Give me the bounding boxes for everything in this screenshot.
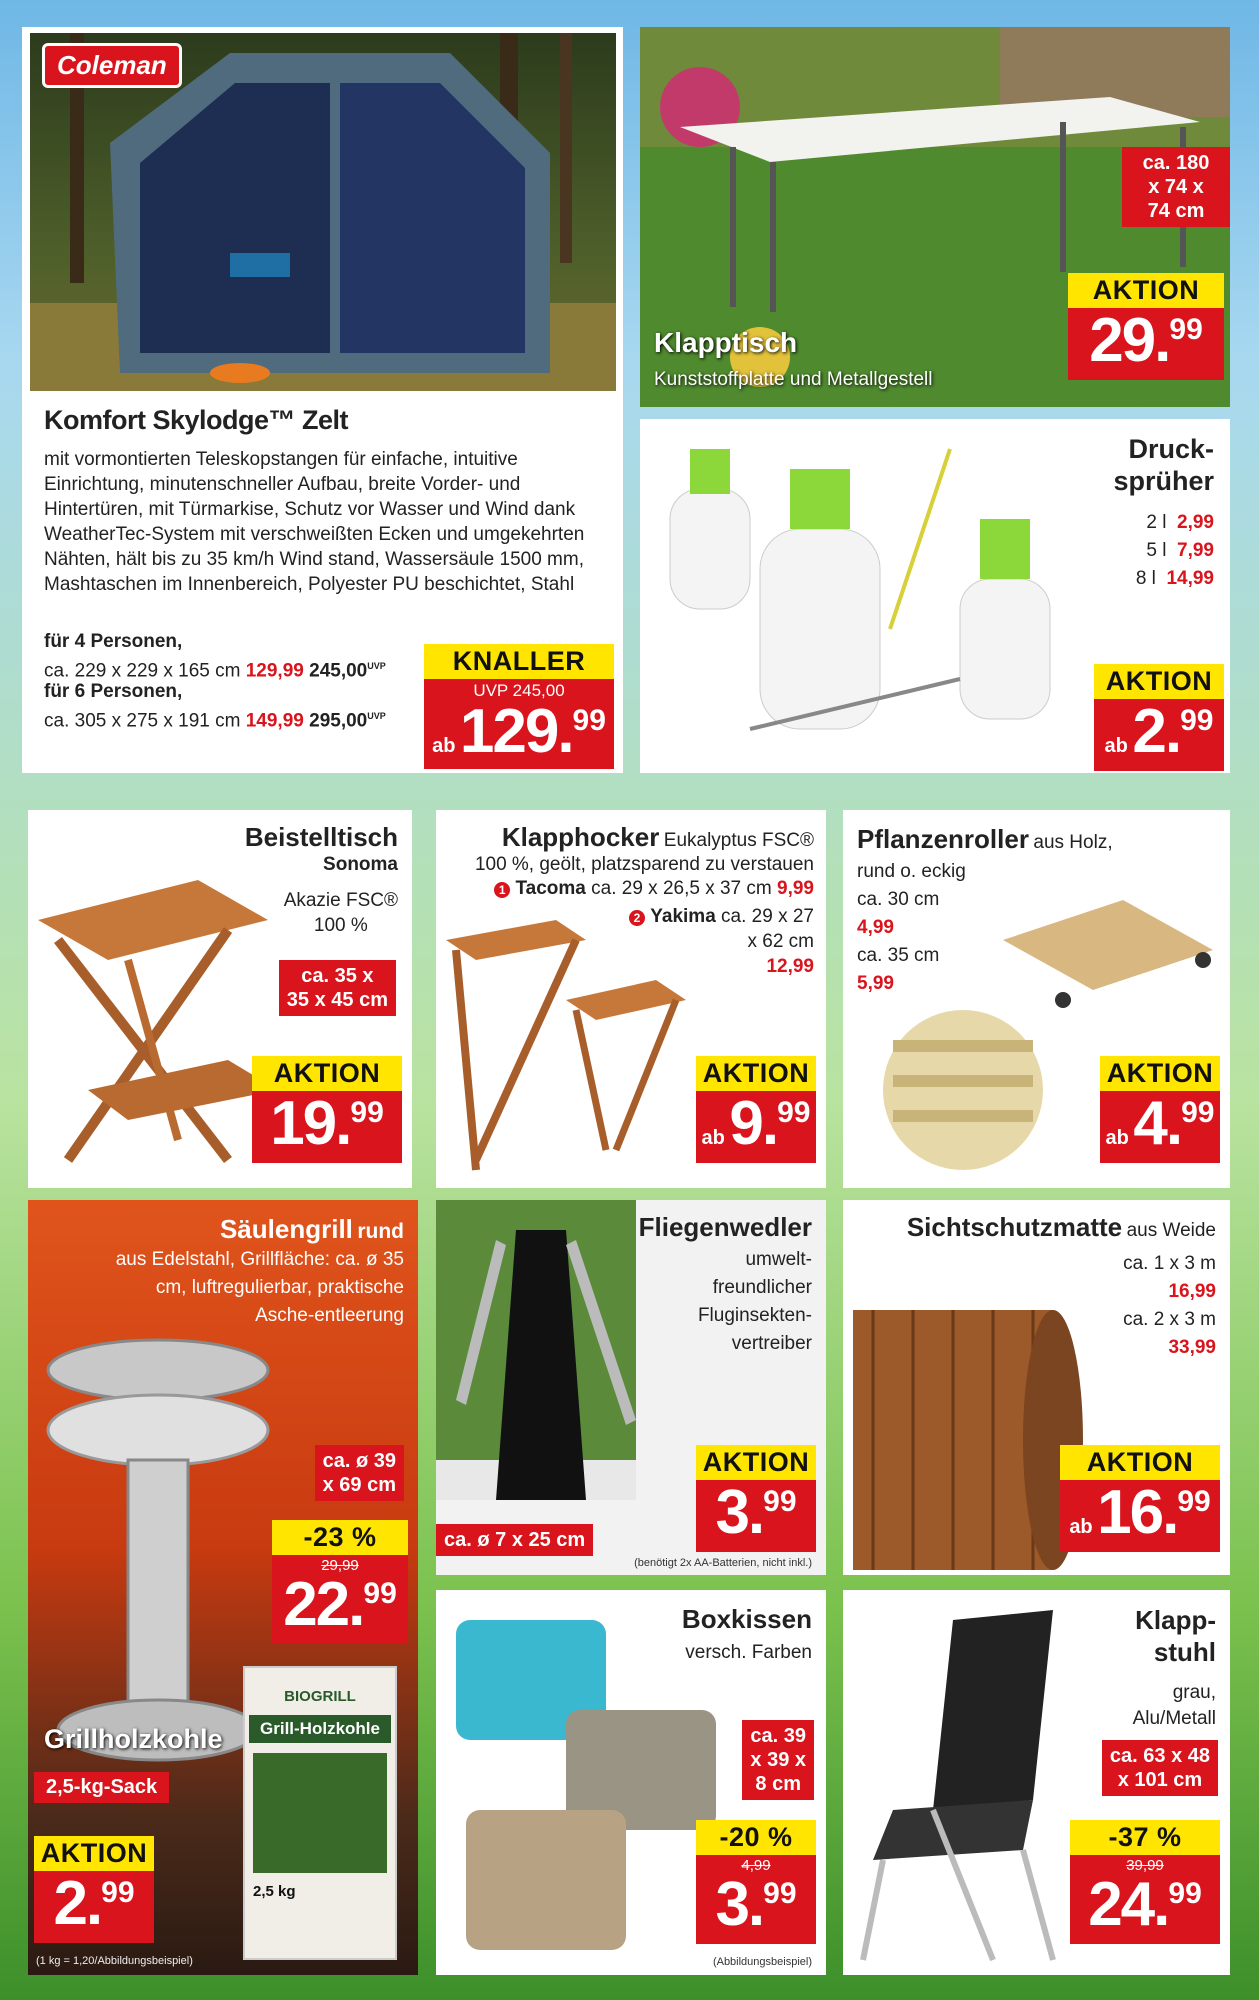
fly-price-badge [696, 1445, 816, 1552]
charcoal-note: (1 kg = 1,20/Abbildungsbeispiel) [36, 1955, 193, 1967]
price-cents: 99 [101, 1876, 135, 1909]
fly-title: Fliegenwedler [638, 1212, 812, 1242]
sprayer-image [650, 429, 1080, 769]
tent-price-badge [424, 644, 614, 769]
tent-description: mit vormontierten Teleskopstangen für einfache, intuitive Einrichtung, minutenschneller Aufbau, breite Vorder- und Hintertüren, mit Türmarkise, Schutz vor Wasser und Wind dank WeatherTec-System mit verschweißten Ecken und umgekehrten Nähten, hält bis zu 35 km/h Wind stand, Wassersäule 1500 mm, Mashtaschen im Innenbereich, Polyester PU beschichtet, Stahl [44, 449, 585, 595]
tent-title: Komfort Skylodge™ Zelt [44, 405, 349, 435]
stool-model-1 [494, 878, 814, 900]
uvp-sup: UVP [367, 661, 386, 671]
price-main: 24. [1088, 1870, 1169, 1939]
price-main: 9. [729, 1089, 778, 1158]
privacy-price-badge [1060, 1445, 1220, 1552]
model-name: Tacoma [515, 878, 586, 899]
fly-note: (benötigt 2x AA-Batterien, nicht inkl.) [634, 1557, 812, 1569]
chair-title: Klapp- stuhl [1135, 1605, 1216, 1667]
sprayer-price-list [1136, 509, 1214, 593]
badge-label: AKTION [1068, 273, 1224, 308]
price-row [1136, 537, 1214, 565]
size: ca. 1 x 3 m [1123, 1253, 1216, 1274]
roller-title-material: aus Holz, [1033, 832, 1113, 853]
privacy-list [1123, 1250, 1216, 1362]
tent-card [22, 27, 623, 773]
price-cents: 99 [1168, 1877, 1202, 1910]
stool-title: Klapphocker [501, 822, 660, 852]
roller-title: Pflanzenroller [857, 824, 1029, 854]
coleman-logo [42, 43, 182, 88]
price-main: 19. [270, 1089, 351, 1158]
grill-title: Säulengrill [219, 1214, 353, 1244]
roller-price-badge [1100, 1056, 1220, 1163]
price-cents: 99 [777, 1096, 811, 1129]
sprayer-price-badge [1094, 664, 1224, 771]
price-cents: 99 [1181, 1096, 1215, 1129]
price-main: 22. [283, 1570, 364, 1639]
side-table-title: Beistelltisch [244, 822, 398, 852]
price-main: 3. [715, 1870, 764, 1939]
volume: 8 l [1135, 568, 1156, 589]
size: ca. 35 cm [857, 945, 940, 966]
old-price: 4,99 [741, 1857, 771, 1874]
cushion-image [446, 1610, 726, 1970]
price-row [1136, 509, 1214, 537]
model-size: ca. 29 x 26,5 x 37 cm [591, 878, 772, 899]
sprayer-card [640, 419, 1230, 773]
badge-label: AKTION [696, 1445, 816, 1480]
variant-price: 129,99 [245, 660, 304, 682]
fly-size: ca. ø 7 x 25 cm [436, 1524, 593, 1556]
price-cents: 99 [572, 704, 606, 737]
grill-desc: aus Edelstahl, Grillfläche: ca. ø 35 cm, luftregulierbar, praktische Asche-entleerung [115, 1249, 404, 1326]
price-cents: 99 [1169, 313, 1203, 346]
price-cents: 99 [350, 1096, 384, 1129]
price: 2,99 [1177, 512, 1214, 533]
price-main: 2. [1132, 697, 1181, 766]
bag-brand: BIOGRILL [284, 1688, 356, 1705]
privacy-image [853, 1290, 1093, 1570]
price: 16,99 [1168, 1281, 1216, 1302]
price-cents: 99 [363, 1577, 397, 1610]
badge-label: AKTION [34, 1836, 154, 1871]
tent-variant-2 [44, 679, 386, 733]
cushion-size: ca. 39 x 39 x 8 cm [742, 1720, 814, 1800]
fly-card [436, 1200, 826, 1575]
roller-heading [857, 824, 1113, 855]
variant-label: für 6 Personen, [44, 681, 183, 702]
price-main: 129. [459, 697, 573, 766]
price-cents: 99 [1177, 1485, 1211, 1518]
table-size: ca. 180 x 74 x 74 cm [1122, 147, 1230, 227]
price-main: 29. [1089, 306, 1170, 375]
chair-card [843, 1590, 1230, 1975]
size: ca. 2 x 3 m [1123, 1309, 1216, 1330]
side-table-subtitle: Sonoma [323, 854, 398, 875]
side-table-material: Akazie FSC® 100 % [283, 890, 398, 936]
roller-card [843, 810, 1230, 1188]
variant-uvp: 295,00 [309, 710, 368, 732]
side-table-image [28, 860, 288, 1180]
table-price-badge [1068, 273, 1224, 380]
variant-label: für 4 Personen, [44, 631, 183, 652]
model-price: 12,99 [766, 956, 814, 977]
privacy-title-material: aus Weide [1126, 1220, 1216, 1241]
model-name: Yakima [650, 906, 716, 927]
ab-label: ab [701, 1127, 725, 1149]
stool-heading [502, 822, 814, 853]
ab-label: ab [1105, 1127, 1129, 1149]
stool-image [436, 910, 696, 1180]
badge-label: AKTION [1060, 1445, 1220, 1480]
stool-desc: 100 %, geölt, platzsparend zu verstauen [474, 854, 814, 875]
stool-card [436, 810, 826, 1188]
model-size: ca. 29 x 27 [721, 906, 814, 927]
badge-label: KNALLER [424, 644, 614, 679]
chair-size: ca. 63 x 48 x 101 cm [1102, 1740, 1218, 1796]
price: 33,99 [1168, 1337, 1216, 1358]
chair-subtitle: grau, Alu/Metall [1132, 1682, 1216, 1729]
charcoal-subtitle: 2,5-kg-Sack [34, 1772, 169, 1803]
side-table-price-badge [252, 1056, 402, 1163]
cushion-subtitle: versch. Farben [685, 1642, 812, 1663]
privacy-heading [907, 1212, 1216, 1243]
model-number: 2 [629, 910, 645, 926]
cushion-price-badge [696, 1820, 816, 1944]
side-table-size: ca. 35 x 35 x 45 cm [279, 960, 396, 1016]
grill-title-shape: rund [357, 1220, 404, 1243]
price-cents: 99 [1180, 704, 1214, 737]
variant-size: ca. 305 x 275 x 191 cm [44, 710, 241, 732]
model-number: 1 [494, 882, 510, 898]
grill-size: ca. ø 39 x 69 cm [315, 1445, 404, 1501]
brand-name: Coleman [57, 50, 167, 80]
ab-label: ab [1104, 735, 1128, 757]
price-cents: 99 [763, 1485, 797, 1518]
bag-graphic [253, 1753, 387, 1873]
model-price: 9,99 [777, 878, 814, 899]
charcoal-price-badge [34, 1836, 154, 1943]
badge-label: AKTION [1094, 664, 1224, 699]
sprayer-title: Druck- sprüher [1113, 434, 1214, 496]
variant-size: ca. 229 x 229 x 165 cm [44, 660, 241, 682]
table-card [640, 27, 1230, 407]
badge-label: AKTION [252, 1056, 402, 1091]
badge-uvp: UVP 245,00 [473, 681, 565, 700]
old-price: 29,99 [321, 1557, 359, 1574]
price: 7,99 [1177, 540, 1214, 561]
price-row [1136, 565, 1214, 593]
side-table-card [28, 810, 412, 1188]
model-size-line2: x 62 cm [747, 931, 814, 952]
badge-label: AKTION [1100, 1056, 1220, 1091]
grill-price-badge [272, 1520, 408, 1644]
charcoal-bag [243, 1666, 397, 1960]
discount: -23 % [272, 1520, 408, 1555]
table-subtitle: Kunststoffplatte und Metallgestell [654, 369, 933, 390]
privacy-title: Sichtschutzmatte [906, 1212, 1123, 1242]
price: 14,99 [1166, 568, 1214, 589]
discount: -20 % [696, 1820, 816, 1855]
tent-variant-1 [44, 629, 386, 683]
discount: -37 % [1070, 1820, 1220, 1855]
volume: 2 l [1146, 512, 1167, 533]
variant-uvp: 245,00 [309, 660, 368, 682]
bag-weight: 2,5 kg [253, 1883, 296, 1900]
price: 4,99 [857, 917, 894, 938]
table-title: Klapptisch [654, 327, 798, 358]
ab-label: ab [1069, 1516, 1093, 1538]
stool-price-badge [696, 1056, 816, 1163]
chair-price-badge [1070, 1820, 1220, 1944]
volume: 5 l [1146, 540, 1167, 561]
size: ca. 30 cm [857, 889, 940, 910]
price-main: 3. [715, 1478, 764, 1547]
cushion-card [436, 1590, 826, 1975]
price-cents: 99 [763, 1877, 797, 1910]
cushion-title: Boxkissen [681, 1604, 812, 1634]
price-main: 4. [1133, 1089, 1182, 1158]
charcoal-title: Grillholzkohle [44, 1724, 223, 1754]
price: 5,99 [857, 973, 894, 994]
grill-card [28, 1200, 418, 1975]
chair-image [853, 1600, 1103, 1970]
old-price: 39,99 [1126, 1857, 1164, 1874]
price-main: 2. [53, 1869, 102, 1938]
privacy-card [843, 1200, 1230, 1575]
uvp-sup: UVP [367, 711, 386, 721]
badge-label: AKTION [696, 1056, 816, 1091]
variant-price: 149,99 [245, 710, 304, 732]
cushion-note: (Abbildungsbeispiel) [712, 1956, 812, 1968]
ab-label: ab [432, 735, 456, 757]
price-main: 16. [1097, 1478, 1178, 1547]
grill-heading [220, 1214, 404, 1245]
fly-desc: umwelt- freundlicher Fluginsekten- vertreiber [697, 1249, 812, 1354]
bag-product: Grill-Holzkohle [249, 1715, 391, 1743]
stool-title-material: Eukalyptus FSC® [663, 830, 814, 851]
roller-subtitle: rund o. eckig [857, 861, 966, 882]
